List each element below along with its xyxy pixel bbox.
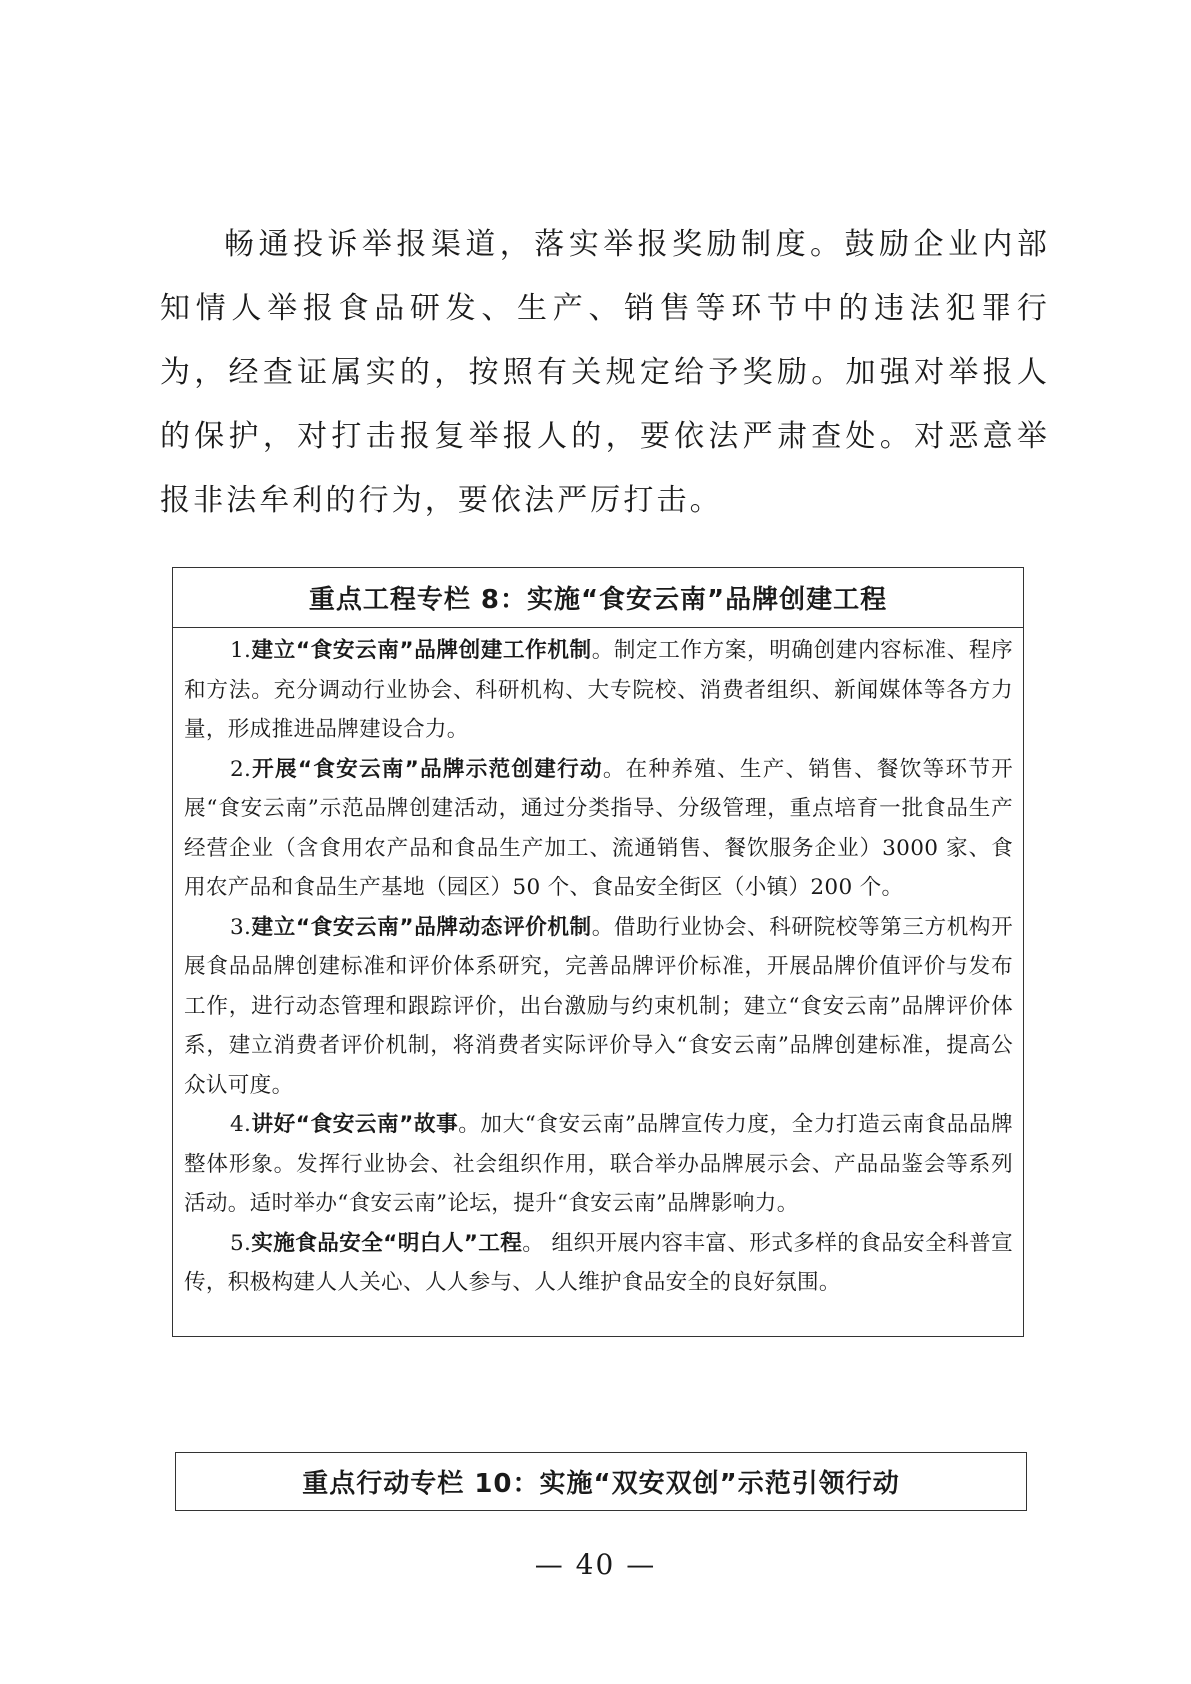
column-item-2	[184, 750, 1013, 908]
column-item-4	[184, 1105, 1013, 1224]
item-text: 。借助行业协会、科研院校等第三方机构开展食品品牌创建标准和评价体系研究，完善品牌评价标准，开展品牌价值评价与发布工作，进行动态管理和跟踪评价，出台激励与约束机制；建立“食安云南”品牌评价体系，建立消费者评价机制，将消费者实际评价导入“食安云南”品牌创建标准，提高公众认可度。	[184, 914, 1014, 1098]
column-item-1	[184, 631, 1013, 750]
item-text: 。在种养殖、生产、销售、餐饮等环节开展“食安云南”示范品牌创建活动，通过分类指导、分级管理，重点培育一批食品生产经营企业（含食用农产品和食品生产加工、流通销售、餐饮服务企业）3000 家、食用农产品和食品生产基地（园区）50 个、食品安全街区（小镇）200 个。	[184, 756, 1014, 900]
key-action-column-10-title: 重点行动专栏 10：实施“双安双创”示范引领行动	[175, 1452, 1027, 1511]
item-number: 1.	[230, 638, 252, 663]
column-item-3	[184, 908, 1013, 1106]
key-project-column-8	[172, 567, 1024, 1337]
item-text: 。 组织开展内容丰富、形式多样的食品安全科普宣传，积极构建人人关心、人人参与、人人维护食品安全的良好氛围。	[184, 1230, 1013, 1295]
item-number: 2.	[230, 756, 252, 782]
item-text: 。制定工作方案，明确创建内容标准、程序和方法。充分调动行业协会、科研机构、大专院校、消费者组织、新闻媒体等各方力量，形成推进品牌建设合力。	[184, 638, 1014, 742]
item-heading: 实施食品安全“明白人”工程	[251, 1230, 523, 1256]
item-number: 5.	[230, 1230, 252, 1256]
item-number: 4.	[230, 1112, 252, 1137]
item-heading: 讲好“食安云南”故事	[251, 1112, 459, 1137]
item-number: 3.	[230, 914, 252, 940]
item-heading: 建立“食安云南”品牌创建工作机制	[251, 638, 592, 663]
column-item-5	[184, 1224, 1013, 1303]
item-heading: 开展“食安云南”品牌示范创建行动	[251, 756, 603, 782]
column-body	[173, 628, 1023, 1303]
intro-paragraph: 畅通投诉举报渠道，落实举报奖励制度。鼓励企业内部知情人举报食品研发、生产、销售等环节中的违法犯罪行为，经查证属实的，按照有关规定给予奖励。加强对举报人的保护，对打击报复举报人的，要依法严肃查处。对恶意举报非法牟利的行为，要依法严厉打击。	[160, 227, 1050, 518]
column-title: 重点工程专栏 8：实施“食安云南”品牌创建工程	[173, 568, 1023, 628]
page-number: — 40 —	[534, 1548, 657, 1581]
item-text: 。加大“食安云南”品牌宣传力度，全力打造云南食品品牌整体形象。发挥行业协会、社会组织作用，联合举办品牌展示会、产品品鉴会等系列活动。适时举办“食安云南”论坛，提升“食安云南”品牌影响力。	[184, 1112, 1013, 1216]
item-heading: 建立“食安云南”品牌动态评价机制	[251, 914, 592, 940]
